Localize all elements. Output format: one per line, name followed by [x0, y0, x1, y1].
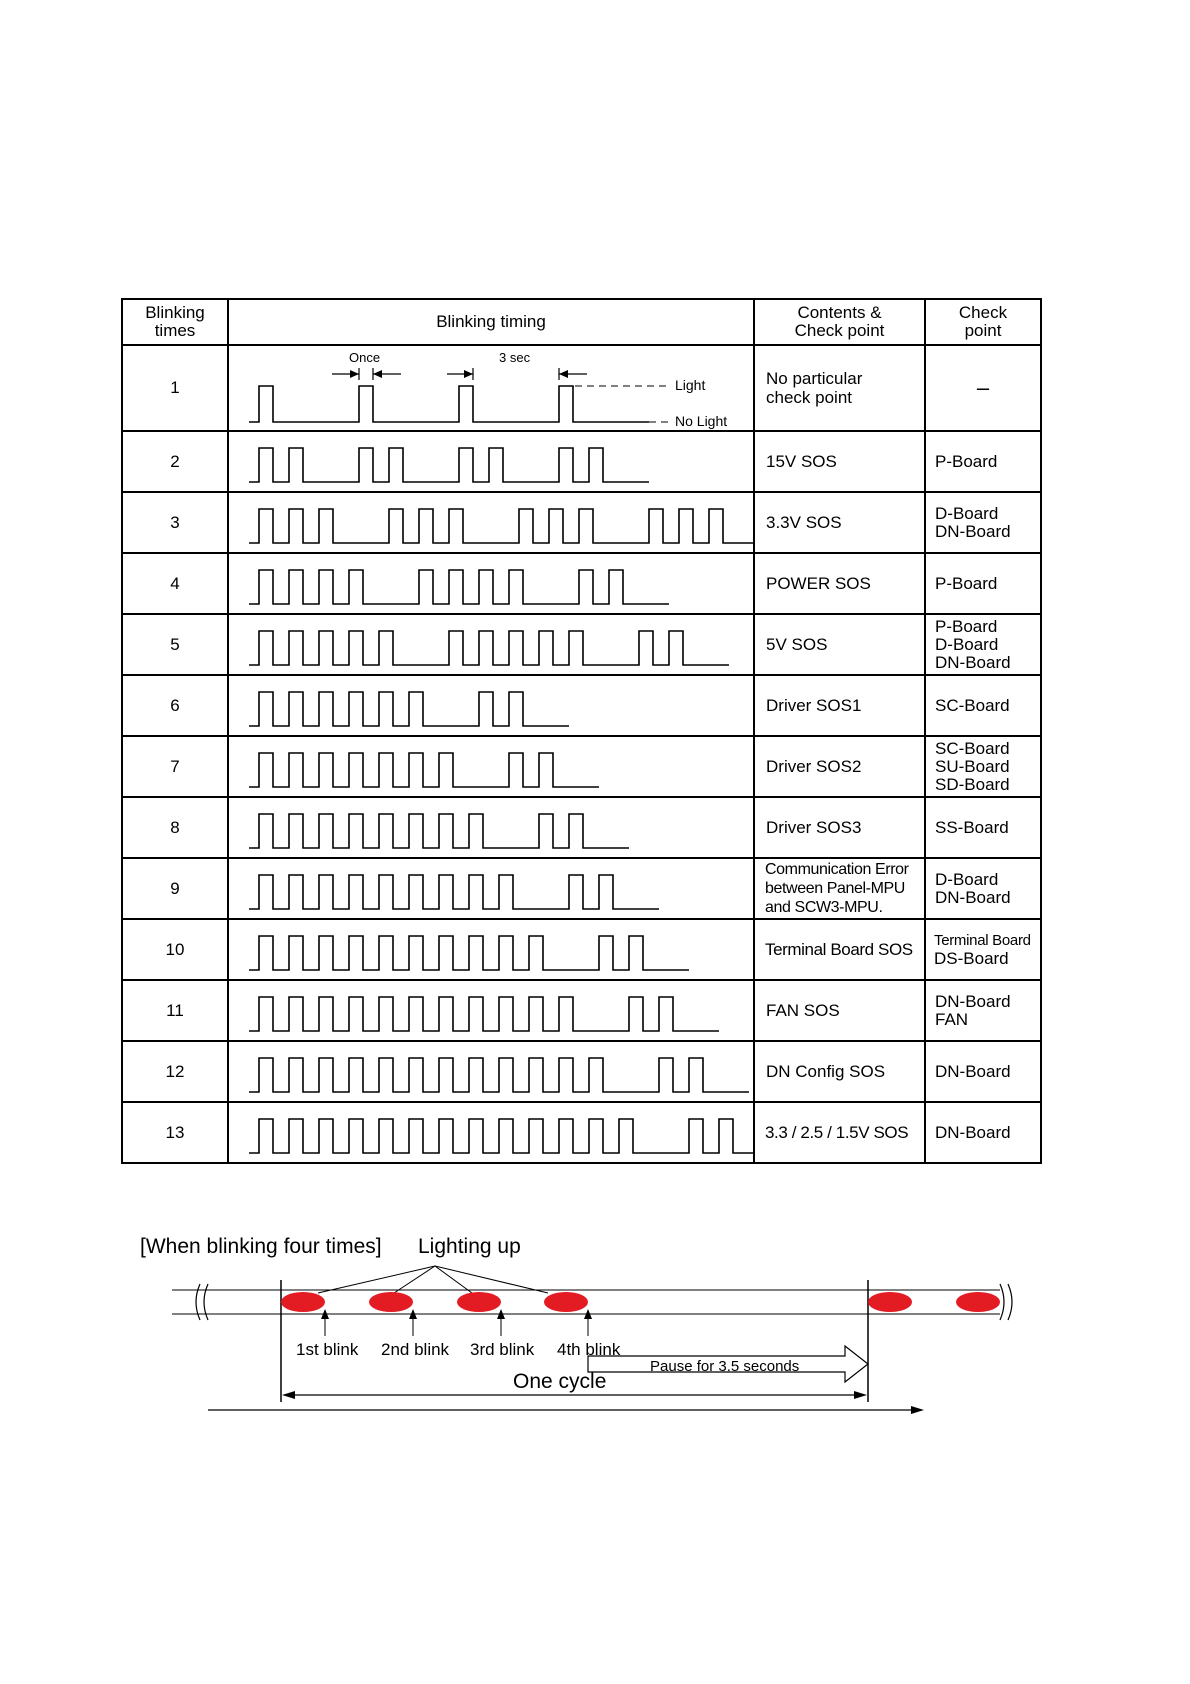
timing-waveform-9 [229, 859, 755, 918]
contents-line: Terminal Board SOS [765, 940, 913, 959]
blink-count: 8 [122, 797, 228, 858]
check-line: P-Board [935, 616, 998, 636]
contents-line: 5V SOS [766, 635, 828, 654]
check-cell [925, 553, 1041, 614]
header-check-point [925, 299, 1041, 345]
table-row [122, 919, 1041, 980]
check-cell [925, 1041, 1041, 1102]
timing-waveform-12 [229, 1042, 755, 1101]
check-line: DS-Board [934, 948, 1009, 968]
check-cell [925, 431, 1041, 492]
blink-timing-cell [228, 675, 754, 736]
waveform-line [249, 570, 669, 604]
waveform-line [249, 875, 659, 909]
table-row [122, 797, 1041, 858]
table-row [122, 980, 1041, 1041]
led-blinks [281, 1292, 1000, 1312]
timing-waveform-4 [229, 554, 755, 613]
timing-waveform-13 [229, 1103, 755, 1162]
contents-line: between Panel-MPU [765, 880, 905, 897]
waveform-line [249, 753, 599, 787]
blink-timing-cell [228, 553, 754, 614]
contents-line: Communication Error [765, 861, 909, 878]
blink-count: 4 [122, 553, 228, 614]
table-header-row [122, 299, 1041, 345]
break-mark-right [1000, 1284, 1012, 1320]
check-line: P-Board [935, 573, 998, 593]
blink-count: 10 [122, 919, 228, 980]
check-line: FAN [935, 1009, 969, 1029]
blink-count: 12 [122, 1041, 228, 1102]
check-cell [925, 919, 1041, 980]
timing-waveform-2 [229, 432, 755, 491]
lighting-up-label: Lighting up [418, 1235, 521, 1258]
blink-timing-cell [228, 980, 754, 1041]
header-line: times [154, 321, 196, 340]
check-line: DN-Board [935, 991, 1011, 1011]
check-line: DN-Board [935, 1061, 1011, 1081]
pause-label: Pause for 3.5 seconds [650, 1358, 800, 1375]
four-blink-cycle-diagram [0, 1230, 1190, 1430]
check-line: D-Board [935, 869, 999, 889]
waveform-line [249, 936, 689, 970]
check-line: D-Board [935, 634, 999, 654]
led-blink-4 [544, 1292, 588, 1312]
table-row [122, 1102, 1041, 1163]
blink-label-1: 1st blink [296, 1340, 359, 1359]
check-line: Terminal Board [934, 931, 1031, 949]
check-cell [925, 492, 1041, 553]
check-cell [925, 345, 1041, 431]
arrowhead [559, 370, 568, 378]
blink-timing-cell [228, 858, 754, 919]
no-light-label: No Light [675, 413, 728, 429]
contents-cell [754, 919, 925, 980]
waveform-line [249, 509, 755, 543]
lighting-up-pointers [318, 1266, 548, 1293]
table-row [122, 431, 1041, 492]
waveform-line [249, 692, 569, 726]
contents-cell [754, 1102, 925, 1163]
contents-line: and SCW3-MPU. [765, 899, 883, 916]
header-line: Contents & [797, 303, 882, 322]
light-label: Light [675, 377, 706, 393]
contents-line: No particular [766, 369, 863, 388]
timing-waveform-11 [229, 981, 755, 1040]
blink-count: 9 [122, 858, 228, 919]
led-next-cycle-2 [956, 1292, 1000, 1312]
timing-waveform-1 [229, 346, 755, 430]
check-cell [925, 797, 1041, 858]
arrowhead [373, 370, 382, 378]
pointer-line [435, 1266, 548, 1293]
contents-line: POWER SOS [766, 574, 871, 593]
arrowhead [350, 370, 359, 378]
contents-cell [754, 675, 925, 736]
check-line: SD-Board [935, 774, 1010, 794]
contents-line: 3.3 / 2.5 / 1.5V SOS [765, 1123, 909, 1142]
check-line: DN-Board [935, 887, 1011, 907]
pointer-line [394, 1266, 435, 1293]
contents-line: 3.3V SOS [766, 513, 842, 532]
check-cell [925, 736, 1041, 797]
contents-cell [754, 1041, 925, 1102]
timing-waveform-3 [229, 493, 755, 552]
header-line: point [964, 321, 1002, 340]
table-row [122, 675, 1041, 736]
blink-count: 5 [122, 614, 228, 675]
blink-count: 2 [122, 431, 228, 492]
contents-line: 15V SOS [766, 452, 837, 471]
timing-waveform-7 [229, 737, 755, 796]
contents-line: Driver SOS3 [766, 818, 862, 837]
timing-waveform-5 [229, 615, 755, 674]
check-line: SU-Board [935, 756, 1010, 776]
led-blink-2 [369, 1292, 413, 1312]
table-row [122, 492, 1041, 553]
check-line: SS-Board [935, 817, 1009, 837]
table-row [122, 345, 1041, 431]
timing-waveform-6 [229, 676, 755, 735]
blink-timing-cell [228, 736, 754, 797]
blink-count: 13 [122, 1102, 228, 1163]
blink-timing-cell [228, 1102, 754, 1163]
contents-cell [754, 431, 925, 492]
contents-line: FAN SOS [766, 1001, 840, 1020]
check-line: DN-Board [935, 521, 1011, 541]
blink-timing-cell [228, 431, 754, 492]
contents-cell [754, 858, 925, 919]
time-axis-arrowhead [911, 1406, 924, 1414]
table-row [122, 1041, 1041, 1102]
blink-count: 3 [122, 492, 228, 553]
check-cell [925, 1102, 1041, 1163]
check-line: SC-Board [935, 738, 1010, 758]
check-line: D-Board [935, 503, 999, 523]
header-contents [754, 299, 925, 345]
waveform-line [249, 448, 649, 482]
arrowhead [464, 370, 473, 378]
blink-count: 11 [122, 980, 228, 1041]
blink-timing-cell [228, 797, 754, 858]
check-cell [925, 614, 1041, 675]
contents-cell [754, 797, 925, 858]
check-line: SC-Board [935, 695, 1010, 715]
arrowhead [282, 1391, 295, 1399]
blink-count: 6 [122, 675, 228, 736]
three-sec-label: 3 sec [499, 350, 531, 365]
diagram-title: [When blinking four times] [140, 1235, 382, 1258]
contents-cell [754, 553, 925, 614]
once-label: Once [349, 350, 381, 365]
sos-blink-table [121, 298, 1042, 1164]
blink-count: 7 [122, 736, 228, 797]
blink-timing-cell [228, 919, 754, 980]
blink-label-2: 2nd blink [381, 1340, 450, 1359]
blink-label-4: 4th blink [557, 1340, 621, 1359]
check-cell [925, 980, 1041, 1041]
check-line: DN-Board [935, 652, 1011, 672]
header-blinking-timing: Blinking timing [228, 299, 754, 345]
led-blink-1 [281, 1292, 325, 1312]
blink-timing-cell [228, 492, 754, 553]
contents-cell [754, 345, 925, 431]
waveform-line [249, 1119, 755, 1153]
check-line: P-Board [935, 451, 998, 471]
blink-count: 1 [122, 345, 228, 431]
led-blink-3 [457, 1292, 501, 1312]
table-row [122, 553, 1041, 614]
blink-timing-cell [228, 614, 754, 675]
one-cycle-label: One cycle [513, 1370, 607, 1393]
contents-cell [754, 980, 925, 1041]
timing-waveform-8 [229, 798, 755, 857]
table-row [122, 614, 1041, 675]
contents-cell [754, 614, 925, 675]
table-row [122, 858, 1041, 919]
table-row [122, 736, 1041, 797]
check-cell [925, 675, 1041, 736]
blink-label-3: 3rd blink [470, 1340, 535, 1359]
timing-waveform-10 [229, 920, 755, 979]
blink-timing-cell [228, 345, 754, 431]
check-line: – [976, 375, 990, 400]
waveform-line [249, 997, 719, 1031]
blink-timing-cell [228, 1041, 754, 1102]
header-line: Blinking [145, 303, 205, 322]
header-line: Check point [794, 321, 885, 340]
contents-line: check point [766, 388, 852, 407]
contents-line: Driver SOS2 [766, 757, 862, 776]
waveform-line [249, 386, 649, 422]
header-blinking-times [122, 299, 228, 345]
pointer-line [318, 1266, 435, 1293]
led-next-cycle-1 [868, 1292, 912, 1312]
break-mark-left [196, 1284, 208, 1320]
waveform-line [249, 1058, 749, 1092]
waveform-line [249, 631, 729, 665]
contents-line: Driver SOS1 [766, 696, 862, 715]
waveform-line [249, 814, 629, 848]
contents-line: DN Config SOS [766, 1062, 886, 1081]
contents-cell [754, 736, 925, 797]
contents-cell [754, 492, 925, 553]
arrowhead [854, 1391, 867, 1399]
check-cell [925, 858, 1041, 919]
check-line: DN-Board [935, 1122, 1011, 1142]
header-line: Check [958, 303, 1008, 322]
